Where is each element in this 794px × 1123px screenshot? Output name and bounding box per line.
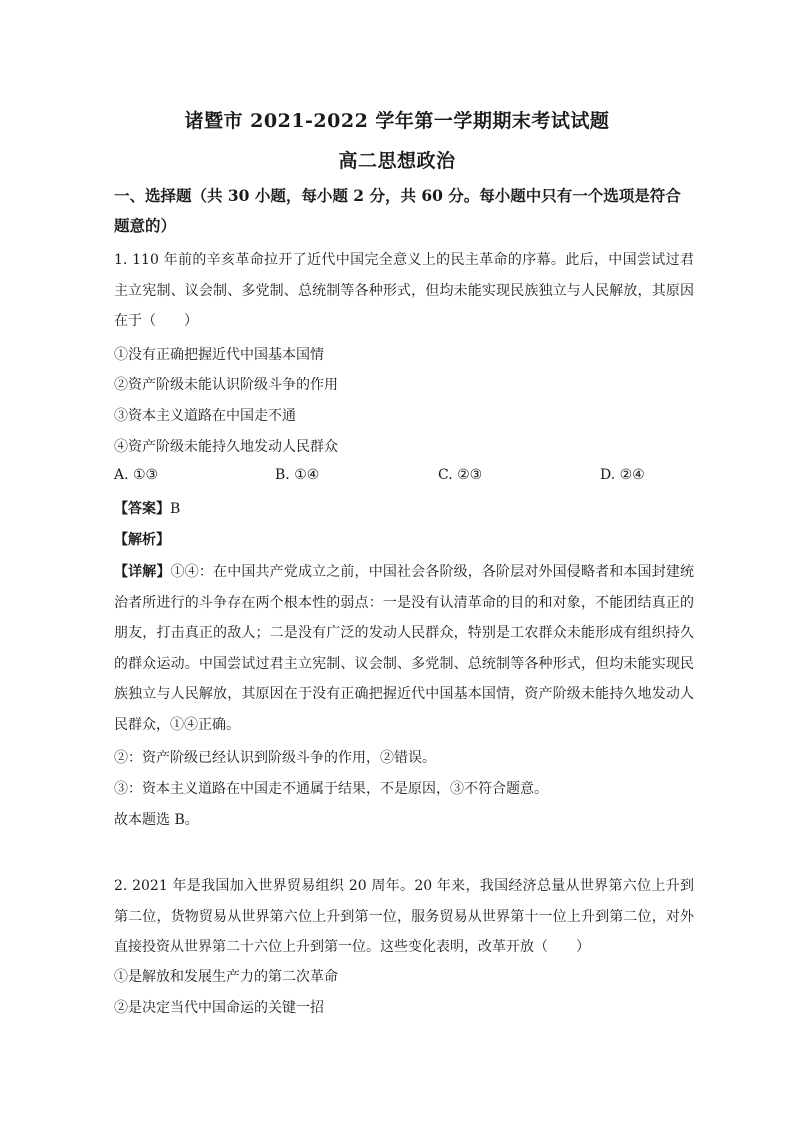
q1-option-c: C. ②③ xyxy=(438,467,483,483)
q1-option-d: D. ②④ xyxy=(600,467,645,483)
detail-text: ①④：在中国共产党成立之前，中国社会各阶级，各阶层对外国侵略者和本国封建统治者所进行的斗争存在两个根本性的弱点：一是没有认清革命的目的和对象，不能团结真正的朋友，打击真正的敌人；二是没有广泛的发动人民群众，特别是工农群众未能形成有组织持久的群众运动。中国尝试过君主立宪制、议会制、多党制、总统制等各种形式，但均未能实现民族独立与人民解放，其原因在于没有正确把握近代中国基本国情，资产阶级未能持久地发动人民群众，①④正确。 xyxy=(114,564,695,733)
q1-note-3: ③：资本主义道路在中国走不通属于结果，不是原因，③不符合题意。 xyxy=(114,781,548,797)
q1-item-3: ③资本主义道路在中国走不通 xyxy=(114,408,296,424)
section-heading: 一、选择题（共 30 小题，每小题 2 分，共 60 分。每小题中只有一个选项是符合题意的） xyxy=(114,186,681,235)
q1-option-b: B. ①④ xyxy=(275,467,320,483)
answer-value: B xyxy=(170,501,181,517)
q1-option-a: A. ①③ xyxy=(114,467,159,483)
q1-item-2: ②资产阶级未能认识阶级斗争的作用 xyxy=(114,377,338,393)
q1-item-4: ④资产阶级未能持久地发动人民群众 xyxy=(114,439,338,455)
q1-note-2: ②：资产阶级已经认识到阶级斗争的作用，②错误。 xyxy=(114,750,436,766)
q2-item-1: ①是解放和发展生产力的第二次革命 xyxy=(114,969,338,985)
q1-conclusion: 故本题选 B。 xyxy=(114,812,199,828)
question-1-stem: 1. 110 年前的辛亥革命拉开了近代中国完全意义上的民主革命的序幕。此后，中国尝试过君主立宪制、议会制、多党制、总统制等各种形式，但均未能实现民族独立与人民解放，其原因在于（ ） xyxy=(114,252,694,329)
q1-analysis-tag: 【解析】 xyxy=(114,532,170,548)
exam-title: 诸暨市 2021-2022 学年第一学期期末考试试题 xyxy=(184,110,610,132)
exam-subject: 高二思想政治 xyxy=(338,150,456,172)
answer-tag: 【答案】 xyxy=(114,501,170,517)
q1-answer xyxy=(114,498,180,518)
q1-detail xyxy=(114,557,694,740)
q2-item-2: ②是决定当代中国命运的关键一招 xyxy=(114,1000,324,1016)
question-2-stem: 2. 2021 年是我国加入世界贸易组织 20 周年。20 年来，我国经济总量从世界第六位上升到第二位，货物贸易从世界第六位上升到第一位，服务贸易从世界第十一位上升到第二位，对外直接投资从世界第二十六位上升到第一位。这些变化表明，改革开放（ ） xyxy=(114,878,694,955)
detail-tag: 【详解】 xyxy=(114,564,171,580)
q1-item-1: ①没有正确把握近代中国基本国情 xyxy=(114,347,324,363)
